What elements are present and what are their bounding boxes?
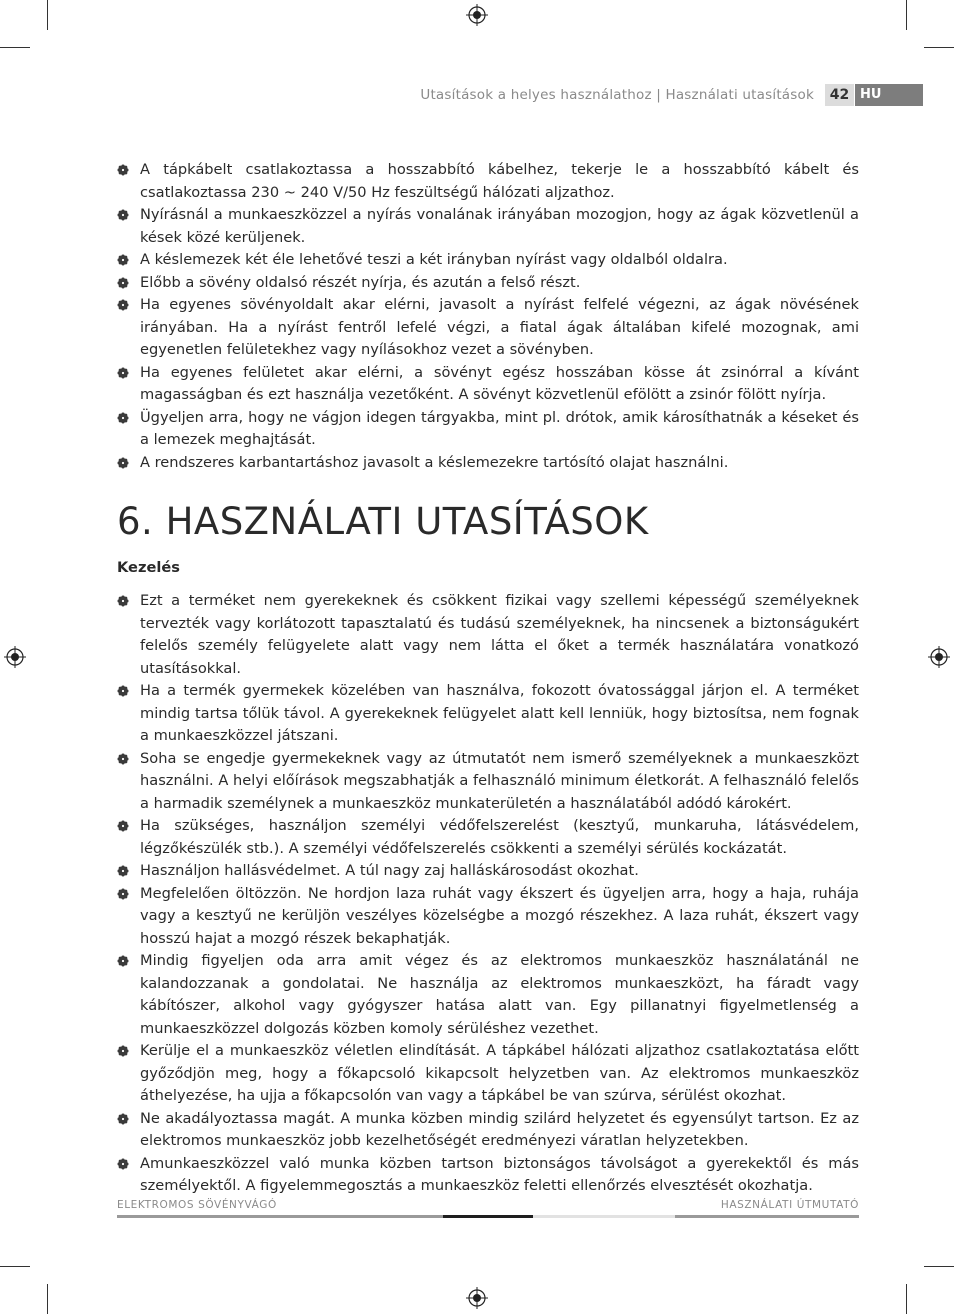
list-item-text: Előbb a sövény oldalsó részét nyírja, és azután a felső részt. bbox=[140, 273, 581, 291]
crop-mark bbox=[924, 47, 954, 48]
language-badge: HU bbox=[855, 84, 923, 106]
section-subheading: Kezelés bbox=[117, 559, 180, 576]
list-item-text: Megfelelően öltözzön. Ne hordjon laza ruhát vagy ékszert és ügyeljen arra, hogy a haja, ruhája vagy a kesztyű ne kerüljön veszélyes közelségbe a mozgó részekhez. A laza ruhát, ékszert vagy hosszú hajat a mozgó részek bekaphatják. bbox=[140, 884, 859, 947]
footer-bar-segment bbox=[117, 1215, 443, 1218]
list-item bbox=[117, 950, 859, 1040]
registration-mark-icon bbox=[466, 4, 488, 26]
gear-flower-bullet-icon bbox=[117, 367, 129, 379]
list-item-text: Ügyeljen arra, hogy ne vágjon idegen tárgyakba, mint pl. drótok, amik károsíthatnák a késeket és a lemezek meghajtását. bbox=[140, 408, 859, 448]
list-item-text: Soha se engedje gyermekeknek vagy az útmutatót nem ismerő személyeknek a munkaeszközt használni. A helyi előírások megszabhatják a felhasználó minimum életkorát. A felhasználó felelős a harmadik személynek a munkaeszköz munkaterületén a használatából adódó károkért. bbox=[140, 749, 859, 812]
header-breadcrumb: Utasítások a helyes használathoz | Használati utasítások bbox=[420, 87, 814, 103]
crop-mark bbox=[47, 0, 48, 30]
list-item-text: A késlemezek két éle lehetővé teszi a két irányban nyírást vagy oldalból oldalra. bbox=[140, 251, 728, 268]
gear-flower-bullet-icon bbox=[117, 277, 129, 289]
gear-flower-bullet-icon bbox=[117, 209, 129, 221]
gear-flower-bullet-icon bbox=[117, 1158, 129, 1170]
list-item bbox=[117, 815, 859, 860]
list-item-text: Ha szükséges, használjon személyi védőfelszerelést (kesztyű, munkaruha, látásvédelem, légzőkészülék stb.). A személyi védőfelszerelés csökkenti a személyi sérülés kockázatát. bbox=[140, 817, 859, 857]
footer-product-name: ELEKTROMOS SÖVÉNYVÁGÓ bbox=[117, 1199, 277, 1211]
list-item bbox=[117, 159, 859, 204]
gear-flower-bullet-icon bbox=[117, 888, 129, 900]
footer-bar-segment bbox=[443, 1215, 533, 1218]
crop-mark bbox=[0, 47, 30, 48]
list-item-text: Ne akadályoztassa magát. A munka közben mindig szilárd helyzetet és egyensúlyt tartson. Ez az elektromos munkaeszköz jobb kezelhetőségét eredményezi váratlan helyzetekben. bbox=[140, 1109, 859, 1149]
page-header bbox=[0, 84, 954, 106]
crop-mark bbox=[924, 1266, 954, 1267]
list-item bbox=[117, 680, 859, 748]
list-item bbox=[117, 883, 859, 951]
gear-flower-bullet-icon bbox=[117, 412, 129, 424]
top-bullet-list bbox=[117, 159, 859, 474]
list-item bbox=[117, 452, 859, 475]
list-item bbox=[117, 1153, 859, 1198]
footer-manual-name: HASZNÁLATI ÚTMUTATÓ bbox=[720, 1199, 859, 1211]
gear-flower-bullet-icon bbox=[117, 457, 129, 469]
list-item-text: Kerülje el a munkaeszköz véletlen elindítását. A tápkábel hálózati aljzathoz csatlakoztatása előtt győződjön meg, hogy a főkapcsoló kikapcsolt helyzetben van. Az elektromos munkaeszköz áthelyezése, ha ujja a főkapcsolón van vagy a tápkábel be van szúrva, sérülést okozhat. bbox=[140, 1042, 859, 1104]
page-number: 42 bbox=[825, 84, 854, 106]
list-item bbox=[117, 1108, 859, 1153]
gear-flower-bullet-icon bbox=[117, 1045, 129, 1057]
footer-bar-segment bbox=[533, 1215, 675, 1218]
list-item bbox=[117, 204, 859, 249]
registration-mark-icon bbox=[466, 1287, 488, 1309]
gear-flower-bullet-icon bbox=[117, 299, 129, 311]
list-item-text: Ha egyenes felületet akar elérni, a sövényt egész hosszában kösse át zsinórral a kívánt magasságban és ezt használja vezetőként. A sövényt közvetlenül efölött a zsinór fölött nyírja. bbox=[140, 363, 859, 403]
crop-mark bbox=[0, 1266, 30, 1267]
crop-mark bbox=[906, 0, 907, 30]
gear-flower-bullet-icon bbox=[117, 1113, 129, 1125]
gear-flower-bullet-icon bbox=[117, 955, 129, 967]
list-item bbox=[117, 249, 859, 272]
list-item-text: A rendszeres karbantartáshoz javasolt a késlemezekre tartósító olajat használni. bbox=[140, 453, 729, 471]
gear-flower-bullet-icon bbox=[117, 164, 129, 176]
list-item bbox=[117, 860, 859, 883]
gear-flower-bullet-icon bbox=[117, 254, 129, 266]
gear-flower-bullet-icon bbox=[117, 595, 129, 607]
main-bullet-list bbox=[117, 590, 859, 1198]
list-item-text: Ha egyenes sövényoldalt akar elérni, javasolt a nyírást felfelé végezni, az ágak növésének irányában. Ha a nyírást fentről lefelé végzi, a fiatal ágak általában kifelé mozognak, ami egyenetlen felületekhez vagy nyílásokhoz vezet a sövényben. bbox=[140, 296, 859, 358]
registration-mark-icon bbox=[928, 646, 950, 668]
list-item-text: Ezt a terméket nem gyerekeknek és csökkent fizikai vagy szellemi képességű személyeknek tervezték vagy korlátozott tapasztalatú és tudású személyeknek, ha nincsenek a biztonságukért felelős személy felügyelete alatt vagy nem látta el őket a termék használatára vonatkozó utasításokkal. bbox=[140, 592, 859, 677]
crop-mark bbox=[47, 1284, 48, 1314]
gear-flower-bullet-icon bbox=[117, 753, 129, 765]
list-item-text: Használjon hallásvédelmet. A túl nagy zaj halláskárosodást okozhat. bbox=[140, 862, 639, 879]
list-item bbox=[117, 362, 859, 407]
list-item bbox=[117, 272, 859, 295]
list-item-text: Mindig figyeljen oda arra amit végez és az elektromos munkaeszköz használatánál ne kalandozzanak a gondolatai. Ne használja az elektromos munkaeszközt, ha fáradt vagy kábítószer, alkohol vagy gyógyszer hatása alatt van. Egy pillanatnyi figyelmetlenség a munkaeszközzel dolgozás közben komoly sérüléshez vezethet. bbox=[140, 952, 859, 1037]
gear-flower-bullet-icon bbox=[117, 865, 129, 877]
list-item bbox=[117, 748, 859, 816]
list-item bbox=[117, 1040, 859, 1108]
list-item-text: Amunkaeszközzel való munka közben tartson biztonságos távolságot a gyerekektől és más személyektől. A figyelemmegosztás a munkaeszköz feletti ellenőrzés elvesztését okozhatja. bbox=[140, 1154, 859, 1194]
footer-bar-segment bbox=[675, 1215, 859, 1218]
list-item bbox=[117, 590, 859, 680]
list-item-text: Ha a termék gyermekek közelében van használva, fokozott óvatossággal járjon el. A terméket mindig tartsa tőlük távol. A gyerekeknek felügyelet alatt kell lenniük, hogy biztosítsa, nem fognak a munkaeszközzel játszani. bbox=[140, 682, 859, 744]
gear-flower-bullet-icon bbox=[117, 685, 129, 697]
section-title: 6. HASZNÁLATI UTASÍTÁSOK bbox=[117, 500, 649, 543]
crop-mark bbox=[906, 1284, 907, 1314]
list-item bbox=[117, 294, 859, 362]
gear-flower-bullet-icon bbox=[117, 820, 129, 832]
list-item-text: Nyírásnál a munkaeszközzel a nyírás vonalának irányában mozogjon, hogy az ágak közvetlenül a kések közé kerüljenek. bbox=[140, 206, 859, 246]
list-item bbox=[117, 407, 859, 452]
list-item-text: A tápkábelt csatlakoztassa a hosszabbító kábelhez, tekerje le a hosszabbító kábelt és csatlakoztassa 230 ~ 240 V/50 Hz feszültségű hálózati aljzathoz. bbox=[140, 161, 859, 201]
registration-mark-icon bbox=[4, 646, 26, 668]
